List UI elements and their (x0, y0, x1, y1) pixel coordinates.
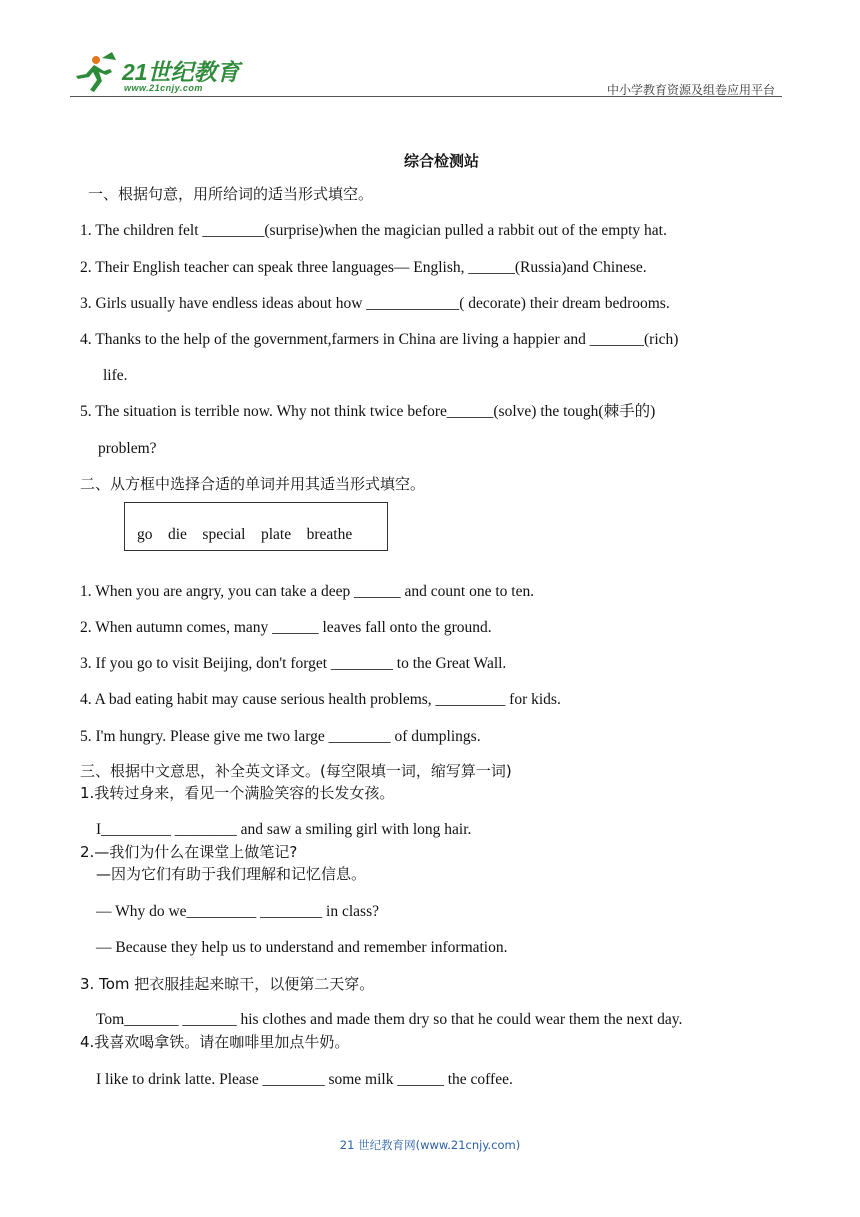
section1-heading: 一、根据句意，用所给词的适当形式填空。 (88, 185, 374, 203)
s3-q2-chinese-1: 2.—我们为什么在课堂上做笔记? (80, 843, 298, 861)
s1-question-4-cont: life. (103, 367, 128, 384)
s1-question-4: 4. Thanks to the help of the government,farmers in China are living a happier and _______(rich) (80, 331, 679, 348)
s2-question-1: 1. When you are angry, you can take a deep ______ and count one to ten. (80, 583, 535, 600)
header-divider (70, 96, 782, 97)
s3-q4-english: I like to drink latte. Please ________ some milk ______ the coffee. (96, 1071, 513, 1088)
s3-q2-english-1: — Why do we_________ ________ in class? (96, 903, 379, 920)
s3-q4-chinese: 4.我喜欢喝拿铁。请在咖啡里加点牛奶。 (80, 1033, 350, 1051)
s2-question-5: 5. I'm hungry. Please give me two large ________ of dumplings. (80, 728, 481, 745)
page-footer: 21 世纪教育网(www.21cnjy.com) (339, 1138, 521, 1152)
s3-q1-chinese: 1.我转过身来，看见一个满脸笑容的长发女孩。 (80, 784, 395, 802)
logo (72, 50, 242, 96)
s3-q2-english-2: — Because they help us to understand and remember information. (96, 939, 508, 956)
s2-question-3: 3. If you go to visit Beijing, don't forget ________ to the Great Wall. (80, 655, 507, 672)
s3-q2-chinese-2: —因为它们有助于我们理解和记忆信息。 (96, 865, 367, 883)
section2-heading: 二、从方框中选择合适的单词并用其适当形式填空。 (80, 475, 426, 493)
word-box (124, 502, 388, 551)
section3-heading: 三、根据中文意思，补全英文译文。(每空限填一词，缩写算一词) (80, 762, 512, 780)
s2-question-2: 2. When autumn comes, many ______ leaves fall onto the ground. (80, 619, 492, 636)
logo-url: www.21cnjy.com (124, 83, 203, 93)
s1-question-3: 3. Girls usually have endless ideas about how ____________( decorate) their dream bedrooms. (80, 295, 670, 312)
logo-text: 21世纪教育 (122, 59, 240, 85)
s1-question-5: 5. The situation is terrible now. Why not think twice before______(solve) the tough(棘手的) (80, 403, 656, 420)
s3-q1-english: I_________ ________ and saw a smiling girl with long hair. (96, 821, 472, 838)
s3-q3-chinese: 3. Tom 把衣服挂起来晾干，以便第二天穿。 (80, 975, 375, 993)
s1-question-2: 2. Their English teacher can speak three languages— English, ______(Russia)and Chinese. (80, 259, 647, 276)
word-box-words: go die special plate breathe (137, 526, 353, 543)
s3-q3-english: Tom_______ _______ his clothes and made them dry so that he could wear them the next day. (96, 1011, 683, 1028)
s1-question-5-cont: problem? (98, 440, 157, 457)
s2-question-4: 4. A bad eating habit may cause serious health problems, _________ for kids. (80, 691, 561, 708)
s1-question-1: 1. The children felt ________(surprise)when the magician pulled a rabbit out of the empty hat. (80, 222, 667, 239)
platform-name: 中小学教育资源及组卷应用平台 (606, 83, 775, 97)
page-title: 综合检测站 (404, 152, 480, 170)
runner-logo-icon (72, 50, 124, 94)
